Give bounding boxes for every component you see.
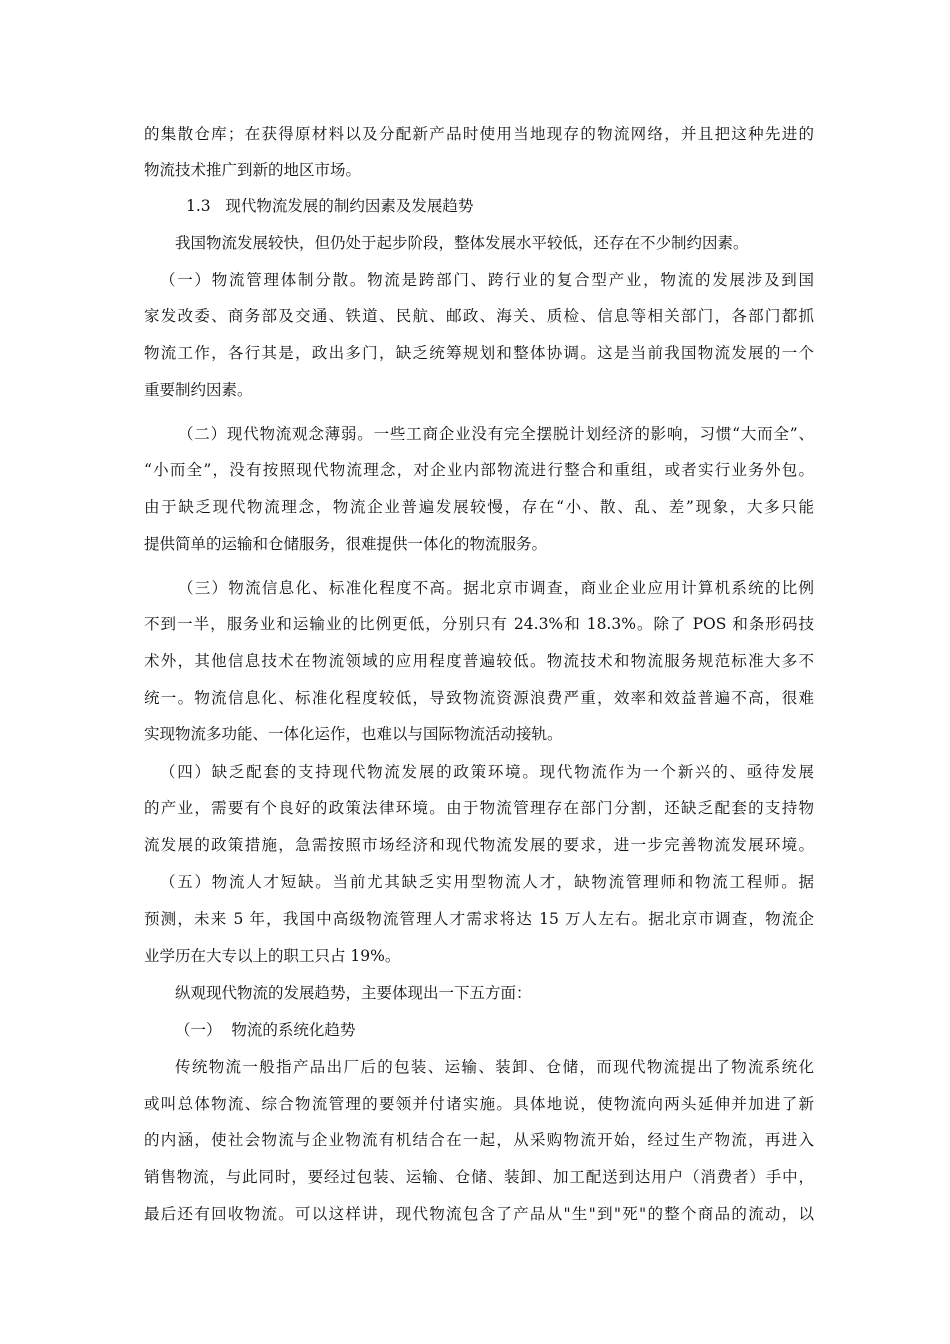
- body-text-line: 术外，其他信息技术在物流领域的应用程度普遍较低。物流技术和物流服务规范标准大多不: [144, 652, 814, 670]
- body-text-line: “小而全”，没有按照现代物流理念，对企业内部物流进行整合和重组，或者实行业务外包。: [144, 461, 814, 479]
- body-text-line: 的集散仓库；在获得原材料以及分配新产品时使用当地现存的物流网络，并且把这种先进的: [144, 125, 814, 143]
- body-text-line: 家发改委、商务部及交通、铁道、民航、邮政、海关、质检、信息等相关部门，各部门都抓: [144, 307, 814, 325]
- body-text-line: 物流技术推广到新的地区市场。: [144, 161, 362, 179]
- body-text-line: 业学历在大专以上的职工只占 19%。: [144, 947, 401, 965]
- body-text-line: 的产业，需要有个良好的政策法律环境。由于物流管理存在部门分割，还缺乏配套的支持物: [144, 799, 814, 817]
- body-text-line: 由于缺乏现代物流理念，物流企业普遍发展较慢，存在“小、散、乱、差”现象，大多只能: [144, 498, 814, 516]
- paragraph-systemization-first-line: 传统物流一般指产品出厂后的包装、运输、装卸、仓储，而现代物流提出了物流系统化: [175, 1058, 814, 1076]
- body-text-line: 预测，未来 5 年，我国中高级物流管理人才需求将达 15 万人左右。据北京市调查，物流企: [144, 910, 814, 928]
- subheading-systemization: （一） 物流的系统化趋势: [175, 1021, 356, 1039]
- paragraph-one-first-line: （一）物流管理体制分散。物流是跨部门、跨行业的复合型产业，物流的发展涉及到国: [160, 271, 814, 289]
- paragraph-three-first-line: （三）物流信息化、标准化程度不高。据北京市调查，商业企业应用计算机系统的比例: [178, 579, 814, 597]
- body-text-line: 重要制约因素。: [144, 381, 253, 399]
- body-text-line: 的内涵，使社会物流与企业物流有机结合在一起，从采购物流开始，经过生产物流，再进入: [144, 1131, 814, 1149]
- body-text-line: 物流工作，各行其是，政出多门，缺乏统筹规划和整体协调。这是当前我国物流发展的一个: [144, 344, 814, 362]
- trends-intro: 纵观现代物流的发展趋势，主要体现出一下五方面：: [175, 984, 532, 1002]
- body-text-line: 提供简单的运输和仓储服务，很难提供一体化的物流服务。: [144, 535, 548, 553]
- body-text-line: 流发展的政策措施，急需按照市场经济和现代物流发展的要求，进一步完善物流发展环境。: [144, 836, 814, 854]
- body-text-line: 或叫总体物流、综合物流管理的要领并付诸实施。具体地说，使物流向两头延伸并加进了新: [144, 1095, 814, 1113]
- body-text-line: 统一。物流信息化、标准化程度较低，导致物流资源浪费严重，效率和效益普遍不高，很难: [144, 689, 814, 707]
- body-text-line: 实现物流多功能、一体化运作，也难以与国际物流活动接轨。: [144, 725, 563, 743]
- body-text-line: 不到一半，服务业和运输业的比例更低，分别只有 24.3%和 18.3%。除了 POS 和条形码技: [144, 615, 814, 633]
- paragraph-intro: 我国物流发展较快，但仍处于起步阶段，整体发展水平较低，还存在不少制约因素。: [175, 234, 749, 252]
- section-heading: 1.3 现代物流发展的制约因素及发展趋势: [186, 197, 474, 215]
- paragraph-two-first-line: （二）现代物流观念薄弱。一些工商企业没有完全摆脱计划经济的影响，习惯“大而全”、: [178, 425, 814, 443]
- body-text-line: 销售物流，与此同时，要经过包装、运输、仓储、装卸、加工配送到达用户（消费者）手中，: [144, 1168, 814, 1186]
- paragraph-five-first-line: （五）物流人才短缺。当前尤其缺乏实用型物流人才，缺物流管理师和物流工程师。据: [160, 873, 814, 891]
- body-text-line: 最后还有回收物流。可以这样讲，现代物流包含了产品从"生"到"死"的整个商品的流动，以: [144, 1205, 814, 1223]
- paragraph-four-first-line: （四）缺乏配套的支持现代物流发展的政策环境。现代物流作为一个新兴的、亟待发展: [160, 763, 814, 781]
